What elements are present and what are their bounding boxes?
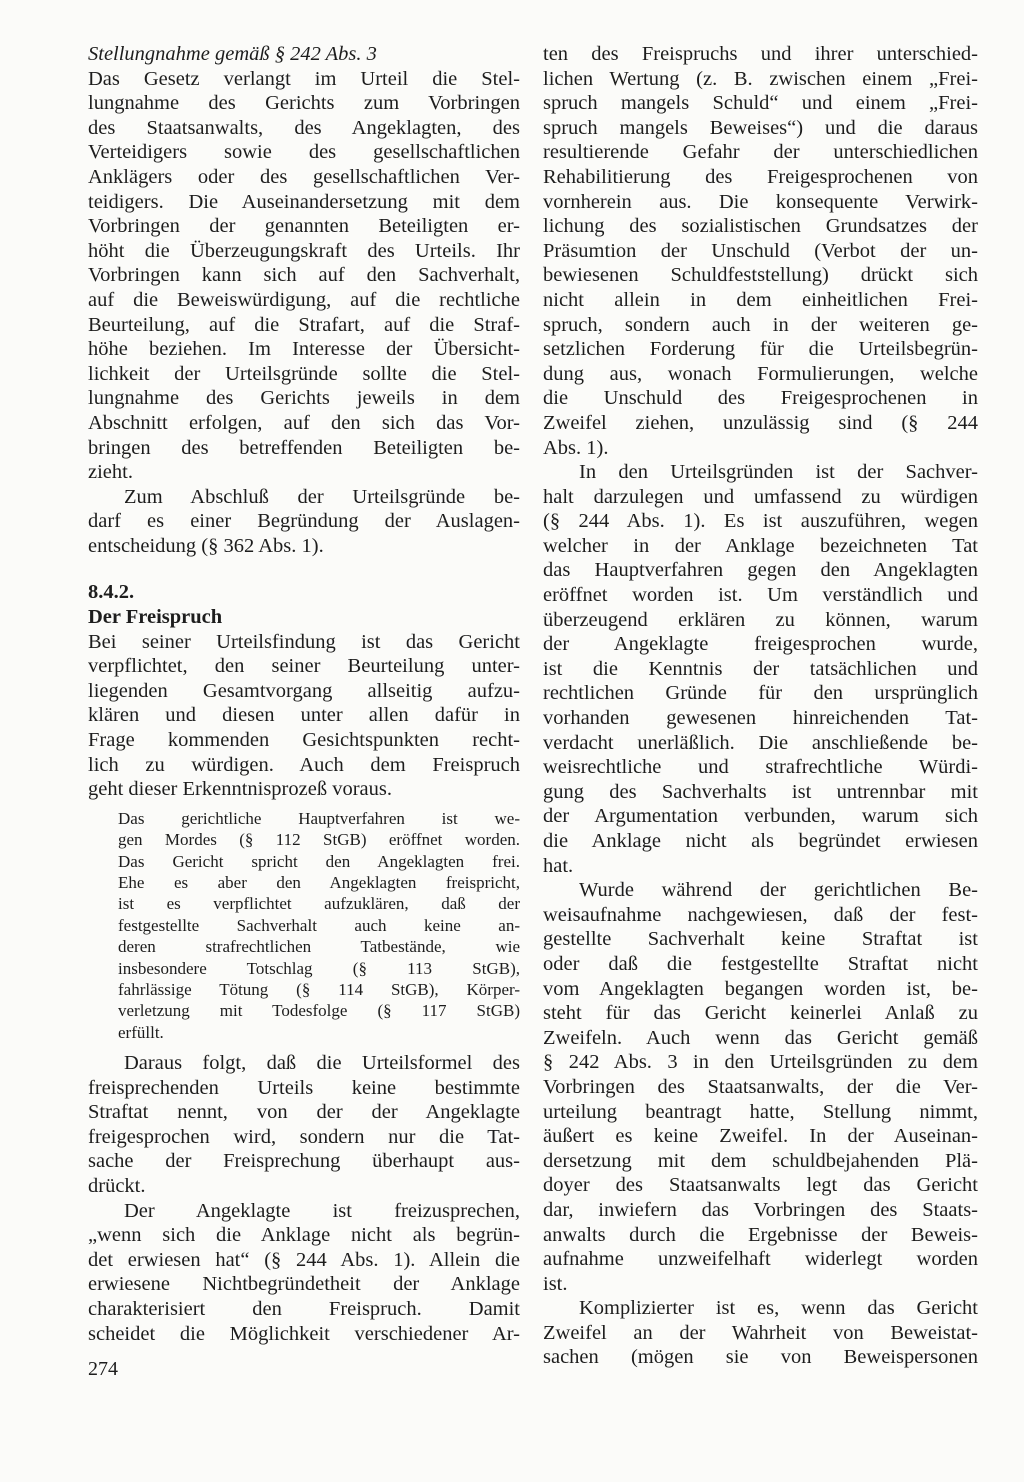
text-line: § 242 Abs. 3 in den Urteilsgründen zu dem	[543, 1051, 978, 1074]
text-line: welcher in der Anklage bezeichneten Tat	[543, 534, 978, 557]
text-line: Daraus folgt, daß die Urteilsformel des	[124, 1052, 520, 1075]
example-block	[88, 802, 520, 1051]
text-line: dersetzung mit dem schuldbejahenden Plä-	[543, 1149, 978, 1172]
text-line: Vorbringen des Staatsanwalts, der die Ver-	[543, 1075, 978, 1098]
text-line: resultierende Gefahr der unterschiedlichen	[543, 141, 978, 164]
paragraph	[88, 67, 520, 485]
text-line: dung aus, wonach Formulierungen, welche	[543, 362, 978, 385]
paragraph	[88, 485, 520, 559]
text-line: lungnahme des Gerichts zum Vorbringen	[88, 92, 520, 115]
text-line: Das gerichtliche Hauptverfahren ist we-	[118, 808, 520, 828]
paragraph	[88, 630, 520, 802]
text-line: urteilung beantragt hatte, Stellung nimmt,	[543, 1100, 978, 1123]
text-line: spruch mangels Schuld“ und einem „Frei-	[543, 92, 978, 115]
text-line: freigesprochen wird, sondern nur die Tat-	[88, 1125, 520, 1148]
text-line: Vorbringen der genannten Beteiligten er-	[88, 215, 520, 238]
text-line: spruch mangels Beweises“) und die daraus	[543, 116, 978, 139]
text-line: lichen Wertung (z. B. zwischen einem „Frei-	[543, 67, 978, 90]
text-line: sache der Freisprechung überhaupt aus-	[88, 1150, 520, 1173]
text-line: bewiesenen Schuldfeststellung) drückt sich	[543, 264, 978, 287]
text-line: des Staatsanwalts, des Angeklagten, des	[88, 116, 520, 139]
text-line: Zum Abschluß der Urteilsgründe be-	[124, 485, 520, 508]
text-line: Abs. 1).	[543, 436, 609, 459]
text-line: lungnahme des Gerichts jeweils in dem	[88, 387, 520, 410]
text-line: ist die Kenntnis der tatsächlichen und	[543, 657, 978, 680]
text-line: doyer des Staatsanwalts legt das Gericht	[543, 1174, 978, 1197]
text-line: Ehe es aber den Angeklagten freispricht,	[118, 872, 520, 892]
text-line: Vorbringen kann sich auf den Sachverhalt,	[88, 264, 520, 287]
text-line: charakterisiert den Freispruch. Damit	[88, 1298, 520, 1321]
text-line: insbesondere Totschlag (§ 113 StGB),	[118, 958, 520, 978]
text-line: „wenn sich die Anklage nicht als begrün-	[88, 1224, 520, 1247]
text-line: Zweifel an der Wahrheit von Beweistat-	[543, 1321, 978, 1344]
text-line: erfüllt.	[118, 1022, 164, 1042]
text-line: verletzung mit Todesfolge (§ 117 StGB)	[118, 1001, 520, 1021]
text-line: vornherein aus. Die konsequente Verwirk-	[543, 190, 978, 213]
text-line: lichkeit der Urteilsgründe sollte die Stel-	[88, 362, 520, 385]
text-line: deren strafrechtlichen Tatbestände, wie	[118, 937, 520, 957]
paragraph	[543, 460, 978, 878]
text-line: spruch, sondern auch in der weiteren ge-	[543, 313, 978, 336]
text-line: rechtlichen Gründe für den ursprünglich	[543, 682, 978, 705]
paragraph	[88, 1199, 520, 1347]
text-line: gestellte Sachverhalt keine Straftat ist	[543, 928, 978, 951]
text-line: Anklägers oder des gesellschaftlichen Ver-	[88, 165, 520, 188]
text-line: Bei seiner Urteilsfindung ist das Gericht	[88, 630, 520, 653]
text-line: verpflichtet, den seiner Beurteilung unter-	[88, 655, 520, 678]
text-line: vom Angeklagten begangen worden ist, be-	[543, 977, 978, 1000]
text-line: halt darzulegen und umfassend zu würdigen	[543, 485, 978, 508]
subsection-heading: Stellungnahme gemäß § 242 Abs. 3	[88, 43, 377, 65]
left-column	[88, 42, 520, 1346]
text-line: Der Angeklagte ist freizusprechen,	[124, 1199, 520, 1222]
text-line: verdacht unerläßlich. Die anschließende be-	[543, 731, 978, 754]
text-line: Abschnitt erfolgen, auf den sich das Vor-	[88, 411, 520, 434]
text-line: Das Gericht spricht den Angeklagten frei.	[118, 851, 520, 871]
text-line: sachen (mögen sie von Beweispersonen	[543, 1346, 978, 1369]
text-line: aufnahme unzweifelhaft widerlegt worden	[543, 1248, 978, 1271]
page-number: 274	[88, 1358, 118, 1380]
text-line: Frage kommenden Gesichtspunkten recht-	[88, 729, 520, 752]
text-line: steht für das Gericht keinerlei Anlaß zu	[543, 1002, 978, 1025]
text-line: die Unschuld des Freigesprochenen in	[543, 387, 978, 410]
paragraph	[543, 1296, 978, 1370]
text-line: Straftat nennt, von der der Angeklagte	[88, 1101, 520, 1124]
text-line: hat.	[543, 854, 574, 877]
text-line: freisprechenden Urteils keine bestimmte	[88, 1076, 520, 1099]
text-line: det erwiesen hat“ (§ 244 Abs. 1). Allein die	[88, 1248, 520, 1271]
text-line: gung des Sachverhalts ist untrennbar mit	[543, 780, 978, 803]
text-line: anwalts durch die Ergebnisse der Beweis-	[543, 1223, 978, 1246]
text-line: bringen des betreffenden Beteiligten be-	[88, 436, 520, 459]
text-line: höhe beziehen. Im Interesse der Übersicht-	[88, 338, 520, 361]
text-line: Präsumtion der Unschuld (Verbot der un-	[543, 239, 978, 262]
text-line: der Argumentation verbunden, warum sich	[543, 805, 978, 828]
text-line: auf die Beweiswürdigung, auf die rechtliche	[88, 288, 520, 311]
text-line: entscheidung (§ 362 Abs. 1).	[88, 534, 324, 557]
text-line: Zweifeln. Auch wenn das Gericht gemäß	[543, 1026, 978, 1049]
section-title: Der Freispruch	[88, 606, 223, 629]
text-line: oder daß die festgestellte Straftat nicht	[543, 952, 978, 975]
text-line: weisrechtliche und strafrechtliche Würdi-	[543, 756, 978, 779]
text-line: dar, inwiefern das Vorbringen des Staats-	[543, 1198, 978, 1221]
section-number: 8.4.2.	[88, 581, 135, 604]
text-line: der Angeklagte freigesprochen wurde,	[543, 633, 978, 656]
text-line: Zweifel ziehen, unzulässig sind (§ 244	[543, 411, 978, 434]
right-column	[543, 42, 978, 1370]
text-line: scheidet die Möglichkeit verschiedener Ar-	[88, 1322, 520, 1345]
text-line: festgestellte Sachverhalt auch keine an-	[118, 915, 520, 935]
paragraph	[543, 878, 978, 1296]
text-line: lich zu würdigen. Auch dem Freispruch	[88, 753, 520, 776]
text-line: weisaufnahme nachgewiesen, daß der fest-	[543, 903, 978, 926]
text-line: vorhanden gewesenen hinreichenden Tat-	[543, 707, 978, 730]
text-line: (§ 244 Abs. 1). Es ist auszuführen, wegen	[543, 510, 978, 533]
text-line: die Anklage nicht als begründet erwiesen	[543, 830, 978, 852]
text-line: Verteidigers sowie des gesellschaftlichen	[88, 141, 520, 164]
text-line: zieht.	[88, 461, 133, 484]
text-line: klären und diesen unter allen dafür in	[88, 704, 520, 727]
text-line: eröffnet worden ist. Um verständlich und	[543, 584, 978, 607]
text-line: drückt.	[88, 1175, 146, 1198]
paragraph	[543, 42, 978, 460]
text-line: überzeugend erklären zu können, warum	[543, 608, 978, 631]
text-line: Beurteilung, auf die Strafart, auf die Straf-	[88, 313, 520, 336]
text-line: ist.	[543, 1272, 568, 1295]
text-line: ist es verpflichtet aufzuklären, daß der	[118, 894, 520, 914]
text-line: ten des Freispruchs und ihrer unterschied-	[543, 43, 978, 65]
text-line: Rehabilitierung des Freigesprochenen von	[543, 165, 978, 188]
text-line: darf es einer Begründung der Auslagen-	[88, 510, 520, 533]
text-line: teidigers. Die Auseinandersetzung mit dem	[88, 190, 520, 213]
text-line: Komplizierter ist es, wenn das Gericht	[579, 1297, 978, 1320]
text-line: Wurde während der gerichtlichen Be-	[579, 879, 978, 902]
text-line: gen Mordes (§ 112 StGB) eröffnet worden.	[118, 830, 520, 850]
text-line: setzlichen Forderung für die Urteilsbegrün-	[543, 338, 978, 361]
text-line: nicht allein in dem einheitlichen Frei-	[543, 288, 978, 311]
text-line: geht dieser Erkenntnisprozeß voraus.	[88, 778, 392, 801]
text-line: äußert es keine Zweifel. In der Auseinan-	[543, 1125, 978, 1148]
paragraph	[88, 1051, 520, 1199]
text-line: In den Urteilsgründen ist der Sachver-	[579, 461, 978, 484]
text-line: fahrlässige Tötung (§ 114 StGB), Körper-	[118, 979, 520, 999]
text-line: das Hauptverfahren gegen den Angeklagten	[543, 559, 978, 582]
text-line: liegenden Gesamtvorgang allseitig aufzu-	[88, 679, 520, 702]
text-line: höht die Überzeugungskraft des Urteils. Ihr	[88, 239, 520, 262]
text-line: erwiesene Nichtbegründetheit der Anklage	[88, 1273, 520, 1296]
text-line: lichung des sozialistischen Grundsatzes der	[543, 215, 978, 238]
text-line: Das Gesetz verlangt im Urteil die Stel-	[88, 67, 520, 90]
